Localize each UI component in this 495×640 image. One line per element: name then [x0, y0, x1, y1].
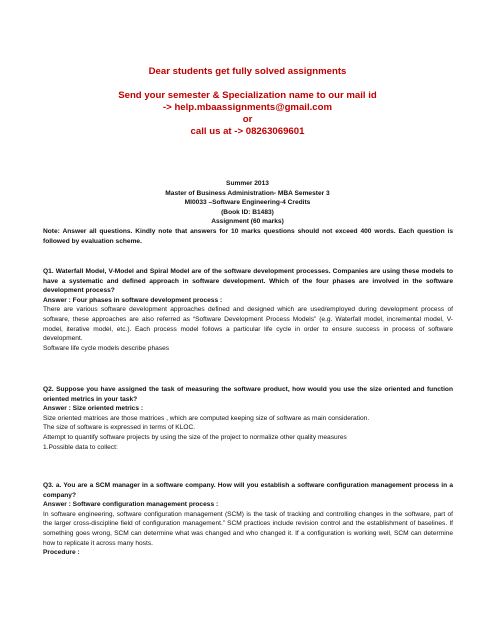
answer-2-heading: Answer : Size oriented metrics :	[43, 405, 144, 413]
question-3-text: Q3. a. You are a SCM manager in a software company. How will you establish a software configuration management process in a company?	[43, 482, 453, 499]
question-2-text: Q2. Suppose you have assigned the task of measuring the software product, how would you use the size oriented and function oriented metrics in your task?	[43, 386, 453, 403]
promo-or: or	[242, 114, 253, 125]
answer-2-line-1: Size oriented matrices are those matrices , which are computed keeping size of software as main consideration.	[43, 414, 370, 422]
assignment-meta	[0, 179, 495, 227]
assignment-marks-label: Assignment (60 marks)	[211, 218, 284, 226]
answer-2-line-3: Attempt to quantify software projects by using the size of the project to normalize other quality measures	[43, 433, 347, 441]
note-paragraph	[43, 227, 453, 246]
answer-3-paragraph: In software engineering, software configuration management (SCM) is the task of tracking and controlling changes in the software, part of the larger cross-discipline field of configuration management.” SCM practices include revision control and the establishment of baselines. If something goes wrong, SCM can determine what was changed and who changed it. If a configuration is working well, SCM can determine how to replicate it across many hosts.	[43, 510, 453, 547]
procedure-heading: Procedure :	[43, 549, 80, 557]
question-1-text: Q1. Waterfall Model, V-Model and Spiral Model are of the software development processes. Companies are using these models to have a systematic and defined approach in software development. Which of the four phases are involved in the software development process?	[43, 268, 453, 295]
answer-1-heading: Answer : Four phases in software development process :	[43, 296, 223, 304]
answer-1-paragraph: There are various software development approaches defined and designed which are used/employed during development process of software, these approaches are also referred as “Software Development Process Models” (e.g. Waterfall model, incremental model, V-model, iterative model, etc.). Each process model follows a particular life cycle in order to ensure success in process of software development.	[43, 306, 453, 343]
program-label: Master of Business Administration- MBA Semester 3	[165, 189, 330, 197]
book-id-label: (Book ID: B1483)	[221, 208, 274, 216]
course-label: MI0033 –Software Engineering-4 Credits	[184, 199, 311, 207]
question-2-section	[43, 385, 453, 452]
spacer	[0, 78, 495, 90]
promo-line-2: Send your semester & Specialization name to our mail id	[118, 90, 377, 101]
question-3-section	[43, 481, 453, 558]
note-text: Note: Answer all questions. Kindly note that answers for 10 marks questions should not exceed 400 words. Each question is followed by evaluation scheme.	[43, 228, 453, 245]
promo-phone: call us at -> 08263069601	[190, 126, 305, 137]
session-label: Summer 2013	[226, 180, 269, 187]
promo-line-1: Dear students get fully solved assignments	[148, 66, 347, 77]
answer-1-line: Software life cycle models describe phases	[43, 344, 170, 352]
promo-header	[0, 66, 495, 138]
answer-2-line-4: 1.Possible data to collect:	[43, 443, 118, 451]
answer-2-line-2: The size of software is expressed in terms of KLOC.	[43, 424, 196, 432]
question-1-section	[43, 267, 453, 353]
promo-email: -> help.mbaassignments@gmail.com	[162, 102, 333, 113]
answer-3-heading: Answer : Software configuration management process :	[43, 501, 219, 509]
